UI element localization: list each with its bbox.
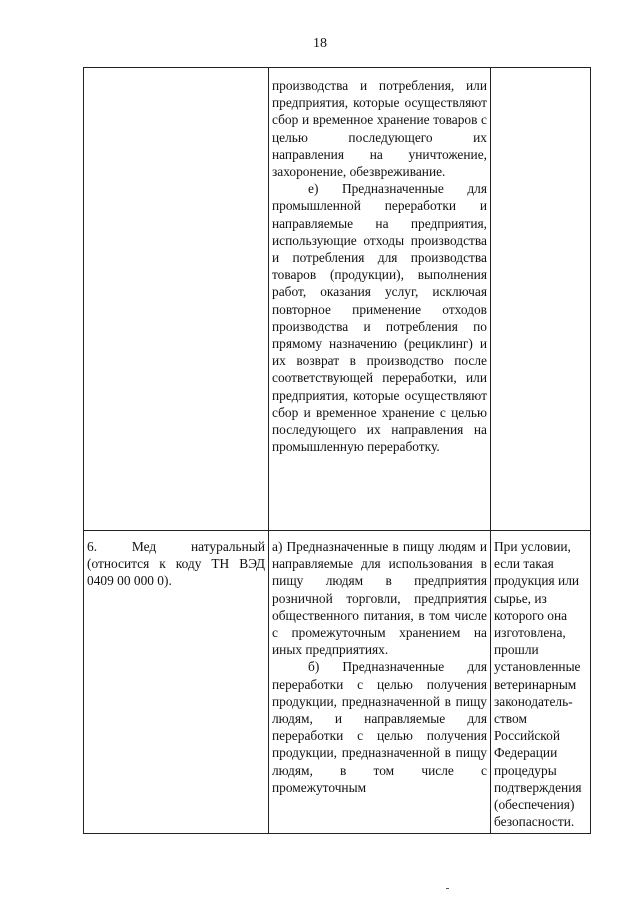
table-right-border <box>590 67 591 833</box>
column-divider-1 <box>268 67 269 833</box>
paragraph-a: а) Предназначенные в пищу людям и направляемые для использования в пищу людям в предприятия розничной торговли, предприятия общественного питания, в том числе с промежуточным хранением на иных предприятиях. <box>272 539 487 658</box>
scan-speck <box>446 888 449 889</box>
row6-product-cell: 6. Мед натуральный (относится к коду ТН ВЭД 0409 00 000 0). <box>87 539 265 589</box>
paragraph-e: е) Предназначенные для промышленной переработки и направляемые на предприятия, использующие отходы производства и потребления для производства товаров (продукции), выполнения работ, оказания услуг, исключая повторное применение отходов производства и потребления по прямому назначению (рециклинг) и их возврат в производство после соответствующей переработки, или предприятия, которые осуществляют сбор и временное хранение с целью последующего их направления на промышленную переработку. <box>272 181 487 455</box>
column-divider-2 <box>490 67 491 833</box>
row-divider <box>83 530 591 531</box>
row6-purpose-cell <box>272 538 487 796</box>
paragraph-continued: производства и потребления, или предприятия, которые осуществляют сбор и временное хранение товаров с целью последующего их направления на уничтожение, захоронение, обезвреживание. <box>272 78 487 180</box>
table-bottom-border <box>83 833 591 834</box>
paragraph-b: б) Предназначенные для переработки с целью получения продукции, предназначенной в пищу людям, и направляемые для переработки с целью получения продукции, предназначенной в пищу людям, в том числе с промежуточным <box>272 659 487 795</box>
table-left-border <box>83 67 84 833</box>
table-top-border <box>83 67 591 68</box>
page-number: 18 <box>313 36 327 51</box>
row6-condition-cell: При условии, если такая продукция или сырье, из которого она изготовлена, прошли установленные ветеринарным законодатель-ством Российской Федерации процедуры подтверждения (обеспечения) безопасности. <box>494 539 582 830</box>
continued-row-col2 <box>272 77 487 455</box>
